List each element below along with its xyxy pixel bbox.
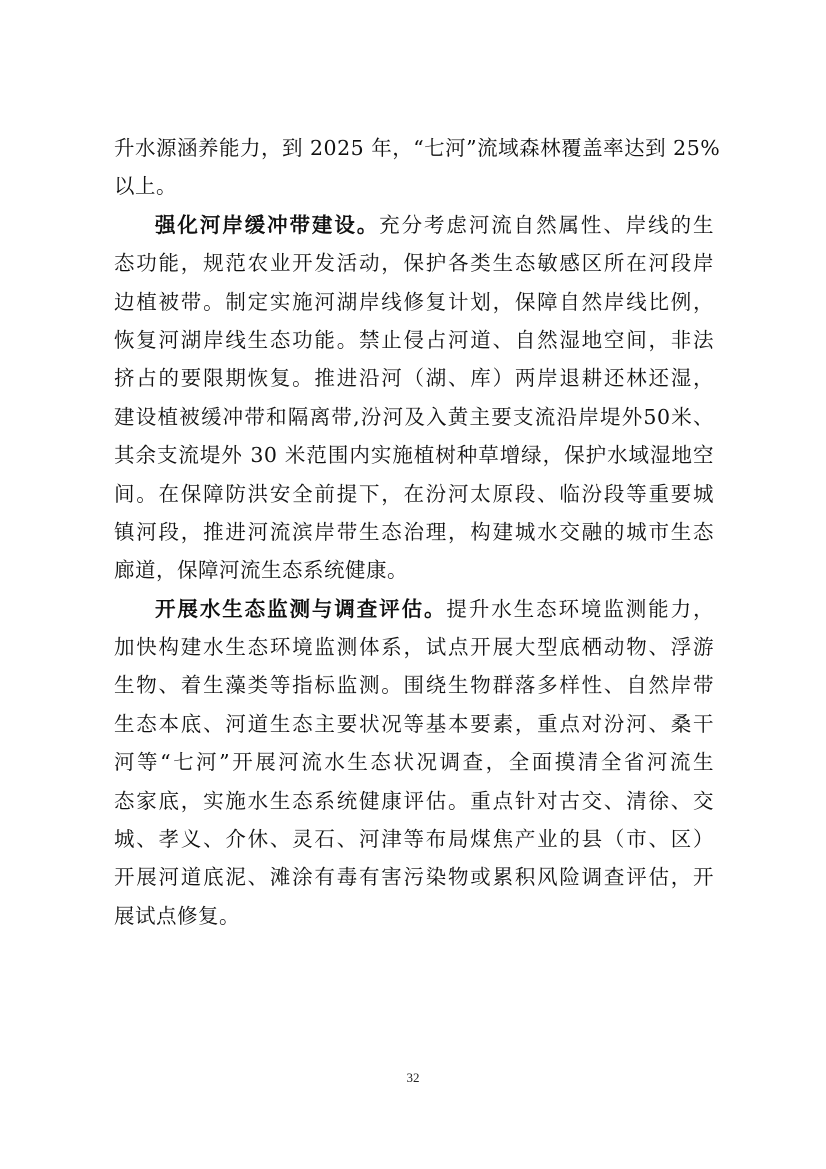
page-number: 32 [406, 1070, 420, 1085]
paragraph-2 [114, 206, 714, 590]
text-line: 间。在保障防洪安全前提下，在汾河太原段、临汾段等重要城 [114, 481, 714, 506]
text-line: 边植被带。制定实施河湖岸线修复计划，保障自然岸线比例， [114, 289, 714, 314]
document-body [114, 129, 721, 935]
text-line: 开展河道底泥、滩涂有毒有害污染物或累积风险调查评估，开 [114, 865, 714, 890]
text-line: 态家底，实施水生态系统健康评估。重点针对古交、清徐、交 [114, 788, 714, 813]
text-line: 生物、着生藻类等指标监测。围绕生物群落多样性、自然岸带 [114, 673, 714, 698]
text-line: 加快构建水生态环境监测体系，试点开展大型底栖动物、浮游 [114, 635, 714, 660]
text-line: 镇河段，推进河流滨岸带生态治理，构建城水交融的城市生态 [114, 519, 714, 544]
text-line: 态功能，规范农业开发活动，保护各类生态敏感区所在河段岸 [114, 251, 714, 276]
text-line: 恢复河湖岸线生态功能。禁止侵占河道、自然湿地空间，非法 [114, 327, 714, 352]
text-line: 生态本底、河道生态主要状况等基本要素，重点对汾河、桑干 [114, 711, 714, 736]
text-span: 充分考虑河流自然属性、岸线的生 [379, 212, 715, 237]
text-line [114, 590, 714, 628]
paragraph-heading: 强化河岸缓冲带建设。 [155, 212, 380, 237]
text-line: 展试点修复。 [114, 903, 240, 928]
text-line: 升水源涵养能力，到 2025 年，“七河”流域森林覆盖率达到 25% [114, 136, 721, 160]
text-line: 城、孝义、介休、灵石、河津等布局煤焦产业的县（市、区） [114, 827, 714, 852]
text-line: 河等“七河”开展河流水生态状况调查，全面摸清全省河流生 [114, 750, 714, 775]
paragraph-1 [114, 129, 721, 206]
text-line [114, 206, 714, 244]
text-line: 挤占的要限期恢复。推进沿河（湖、库）两岸退耕还林还湿， [114, 366, 714, 391]
text-line: 建设植被缓冲带和隔离带,汾河及入黄主要支流沿岸堤外50米、 [114, 404, 714, 429]
paragraph-heading: 开展水生态监测与调查评估。 [155, 596, 447, 621]
text-span: 提升水生态环境监测能力， [446, 596, 715, 621]
text-line: 其余支流堤外 30 米范围内实施植树种草增绿，保护水域湿地空 [114, 443, 714, 468]
text-line: 廊道，保障河流生态系统健康。 [114, 558, 408, 583]
text-line: 以上。 [114, 174, 177, 199]
paragraph-3 [114, 590, 714, 936]
